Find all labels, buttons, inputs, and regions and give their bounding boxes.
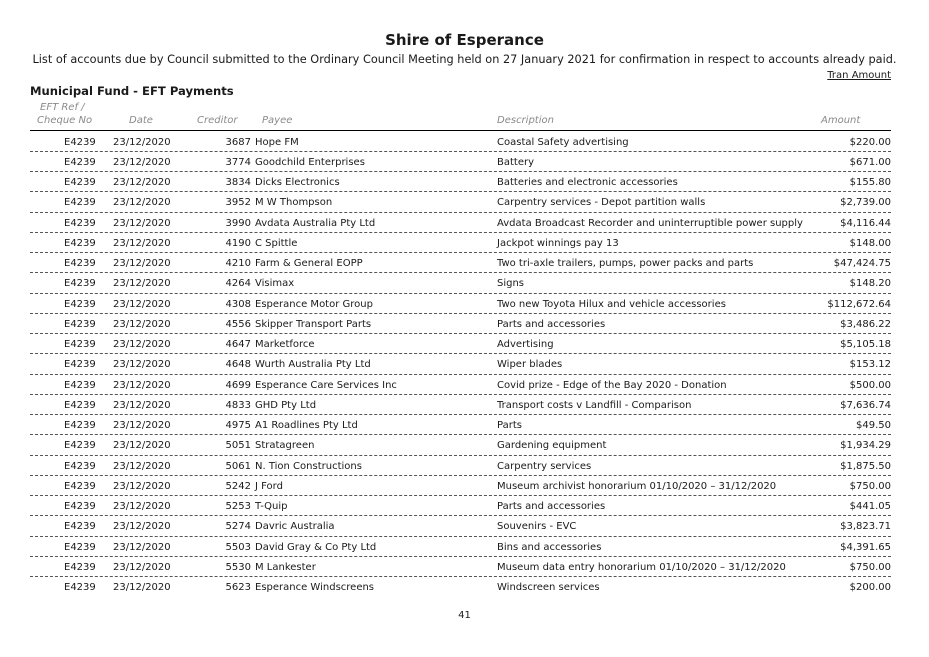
cell-date: 23/12/2020 [113, 237, 171, 249]
table-row [30, 132, 891, 152]
cell-amount: $4,116.44 [840, 217, 891, 229]
cell-date: 23/12/2020 [113, 420, 171, 431]
cell-amount: $148.20 [849, 278, 891, 290]
cell-amount: $3,486.22 [840, 318, 891, 330]
cell-eft-ref: E4239 [64, 318, 96, 330]
cell-description: Battery [497, 156, 535, 168]
cell-date: 23/12/2020 [113, 582, 171, 593]
cell-payee: C Spittle [255, 237, 298, 249]
cell-date: 23/12/2020 [113, 136, 171, 148]
table-row [30, 334, 891, 354]
cell-date: 23/12/2020 [113, 359, 171, 371]
cell-description: Avdata Broadcast Recorder and uninterruptible power supply [497, 217, 803, 229]
cell-description: Covid prize - Edge of the Bay 2020 - Donation [497, 379, 727, 391]
cell-description: Carpentry services [497, 460, 592, 472]
cell-description: Signs [497, 278, 525, 290]
table-row [30, 537, 891, 557]
cell-description: Coastal Safety advertising [497, 136, 629, 148]
cell-payee: Goodchild Enterprises [255, 156, 365, 168]
cell-creditor: 5242 [225, 480, 251, 492]
table-row [30, 476, 891, 496]
table-row [30, 516, 891, 536]
cell-eft-ref: E4239 [64, 359, 96, 371]
cell-eft-ref: E4239 [64, 501, 96, 512]
cell-description: Two new Toyota Hilux and vehicle accessories [497, 298, 726, 310]
cell-date: 23/12/2020 [113, 278, 171, 290]
cell-payee: N. Tion Constructions [255, 460, 362, 472]
table-row [30, 233, 891, 253]
tran-amount-label: Tran Amount [827, 70, 891, 81]
cell-creditor: 3687 [225, 136, 251, 148]
cell-eft-ref: E4239 [64, 298, 96, 310]
cell-description: Parts [497, 420, 522, 431]
cell-payee: GHD Pty Ltd [255, 399, 317, 411]
cell-date: 23/12/2020 [113, 501, 171, 512]
table-row [30, 152, 891, 172]
cell-date: 23/12/2020 [113, 339, 171, 350]
column-header-cheque-no: Cheque No [37, 115, 93, 126]
column-header-description: Description [497, 115, 554, 126]
cell-creditor: 4699 [225, 379, 251, 391]
cell-eft-ref: E4239 [64, 561, 96, 573]
cell-description: Parts and accessories [497, 501, 606, 512]
column-header-creditor: Creditor [197, 115, 238, 126]
cell-date: 23/12/2020 [113, 379, 171, 391]
cell-payee: Skipper Transport Parts [255, 318, 372, 330]
cell-amount: $2,739.00 [840, 197, 891, 209]
cell-eft-ref: E4239 [64, 177, 96, 188]
cell-payee: Esperance Windscreens [255, 582, 375, 593]
cell-date: 23/12/2020 [113, 460, 171, 472]
cell-eft-ref: E4239 [64, 258, 96, 269]
table-row [30, 496, 891, 516]
cell-payee: J Ford [255, 480, 283, 492]
cell-creditor: 4190 [225, 237, 251, 249]
cell-creditor: 4210 [225, 258, 251, 269]
cell-amount: $750.00 [849, 561, 891, 573]
cell-creditor: 3952 [225, 197, 251, 209]
column-header-amount: Amount [821, 115, 861, 126]
cell-eft-ref: E4239 [64, 197, 96, 209]
cell-date: 23/12/2020 [113, 258, 171, 269]
table-row [30, 557, 891, 577]
cell-creditor: 5061 [225, 460, 251, 472]
cell-creditor: 4308 [225, 298, 251, 310]
cell-description: Windscreen services [497, 582, 600, 593]
table-row [30, 395, 891, 415]
cell-payee: M Lankester [255, 561, 316, 573]
cell-eft-ref: E4239 [64, 379, 96, 391]
column-header-payee: Payee [262, 115, 293, 126]
cell-amount: $500.00 [849, 379, 891, 391]
column-header-eft-ref: EFT Ref / [40, 102, 85, 113]
cell-description: Gardening equipment [497, 440, 607, 452]
table-row [30, 273, 891, 293]
cell-description: Museum data entry honorarium 01/10/2020 – 31/12/2020 [497, 561, 786, 573]
cell-eft-ref: E4239 [64, 278, 96, 290]
cell-date: 23/12/2020 [113, 197, 171, 209]
cell-description: Souvenirs - EVC [497, 521, 577, 533]
cell-amount: $112,672.64 [827, 298, 891, 310]
cell-description: Museum archivist honorarium 01/10/2020 – 31/12/2020 [497, 480, 777, 492]
page-number: 41 [458, 610, 471, 621]
cell-amount: $148.00 [849, 237, 891, 249]
cell-eft-ref: E4239 [64, 582, 96, 593]
cell-amount: $4,391.65 [840, 541, 891, 553]
cell-payee: Esperance Motor Group [255, 298, 373, 310]
cell-payee: Avdata Australia Pty Ltd [255, 217, 376, 229]
cell-date: 23/12/2020 [113, 399, 171, 411]
table-row [30, 172, 891, 192]
cell-payee: M W Thompson [255, 197, 333, 209]
cell-creditor: 5274 [225, 521, 251, 533]
cell-payee: David Gray & Co Pty Ltd [255, 541, 377, 553]
cell-date: 23/12/2020 [113, 521, 171, 533]
cell-eft-ref: E4239 [64, 399, 96, 411]
cell-eft-ref: E4239 [64, 156, 96, 168]
cell-creditor: 3834 [225, 177, 251, 188]
cell-eft-ref: E4239 [64, 460, 96, 472]
table-row [30, 577, 891, 596]
cell-date: 23/12/2020 [113, 541, 171, 553]
cell-description: Batteries and electronic accessories [497, 177, 678, 188]
cell-creditor: 4264 [225, 278, 251, 290]
cell-amount: $200.00 [849, 582, 891, 593]
cell-amount: $3,823.71 [840, 521, 891, 533]
cell-creditor: 5623 [225, 582, 251, 593]
cell-amount: $49.50 [856, 420, 891, 431]
section-heading: Municipal Fund - EFT Payments [30, 84, 234, 98]
cell-description: Advertising [497, 339, 554, 350]
cell-payee: Esperance Care Services Inc [255, 379, 397, 391]
cell-description: Transport costs v Landfill - Comparison [497, 399, 692, 411]
table-row [30, 213, 891, 233]
table-row [30, 294, 891, 314]
cell-amount: $1,875.50 [840, 460, 891, 472]
cell-eft-ref: E4239 [64, 440, 96, 452]
cell-creditor: 5051 [225, 440, 251, 452]
cell-amount: $1,934.29 [840, 440, 891, 452]
cell-payee: Hope FM [255, 136, 299, 148]
cell-description: Wiper blades [497, 359, 563, 371]
cell-date: 23/12/2020 [113, 480, 171, 492]
cell-amount: $5,105.18 [840, 339, 891, 350]
cell-date: 23/12/2020 [113, 177, 171, 188]
cell-amount: $153.12 [849, 359, 891, 371]
table-row [30, 456, 891, 476]
table-row [30, 314, 891, 334]
cell-payee: Marketforce [255, 339, 315, 350]
cell-description: Parts and accessories [497, 318, 606, 330]
cell-creditor: 5530 [225, 561, 251, 573]
cell-creditor: 3990 [225, 217, 251, 229]
cell-eft-ref: E4239 [64, 217, 96, 229]
cell-date: 23/12/2020 [113, 561, 171, 573]
cell-payee: Davric Australia [255, 521, 335, 533]
cell-date: 23/12/2020 [113, 318, 171, 330]
table-row [30, 192, 891, 212]
cell-eft-ref: E4239 [64, 480, 96, 492]
cell-creditor: 4975 [225, 420, 251, 431]
table-row [30, 435, 891, 455]
cell-payee: A1 Roadlines Pty Ltd [255, 420, 358, 431]
table-row [30, 253, 891, 273]
cell-date: 23/12/2020 [113, 298, 171, 310]
report-subtitle: List of accounts due by Council submitted to the Ordinary Council Meeting held on 27 January 2021 for confirmation in respect to accounts already paid. [32, 53, 897, 66]
column-header-date: Date [129, 115, 153, 126]
cell-eft-ref: E4239 [64, 420, 96, 431]
cell-payee: T-Quip [255, 501, 288, 512]
cell-eft-ref: E4239 [64, 237, 96, 249]
cell-date: 23/12/2020 [113, 217, 171, 229]
cell-amount: $7,636.74 [840, 399, 891, 411]
cell-date: 23/12/2020 [113, 156, 171, 168]
cell-amount: $220.00 [849, 136, 891, 148]
cell-description: Carpentry services - Depot partition walls [497, 197, 706, 209]
cell-eft-ref: E4239 [64, 339, 96, 350]
cell-eft-ref: E4239 [64, 541, 96, 553]
cell-description: Two tri-axle trailers, pumps, power packs and parts [497, 258, 754, 269]
table-row [30, 354, 891, 374]
cell-creditor: 3774 [225, 156, 251, 168]
cell-creditor: 4833 [225, 399, 251, 411]
cell-creditor: 4556 [225, 318, 251, 330]
cell-amount: $671.00 [849, 156, 891, 168]
cell-eft-ref: E4239 [64, 136, 96, 148]
cell-payee: Stratagreen [255, 440, 315, 452]
table-row [30, 415, 891, 435]
cell-creditor: 5253 [225, 501, 251, 512]
cell-description: Jackpot winnings pay 13 [497, 237, 619, 249]
cell-description: Bins and accessories [497, 541, 602, 553]
payments-table [30, 132, 891, 597]
cell-eft-ref: E4239 [64, 521, 96, 533]
table-row [30, 375, 891, 395]
cell-amount: $47,424.75 [833, 258, 891, 269]
cell-creditor: 4648 [225, 359, 251, 371]
cell-payee: Wurth Australia Pty Ltd [255, 359, 371, 371]
cell-payee: Visimax [255, 278, 295, 290]
cell-payee: Farm & General EOPP [255, 258, 363, 269]
cell-date: 23/12/2020 [113, 440, 171, 452]
cell-amount: $750.00 [849, 480, 891, 492]
cell-creditor: 4647 [225, 339, 251, 350]
cell-amount: $155.80 [849, 177, 891, 188]
cell-payee: Dicks Electronics [255, 177, 340, 188]
cell-creditor: 5503 [225, 541, 251, 553]
cell-amount: $441.05 [849, 501, 891, 512]
page-title: Shire of Esperance [385, 31, 544, 49]
